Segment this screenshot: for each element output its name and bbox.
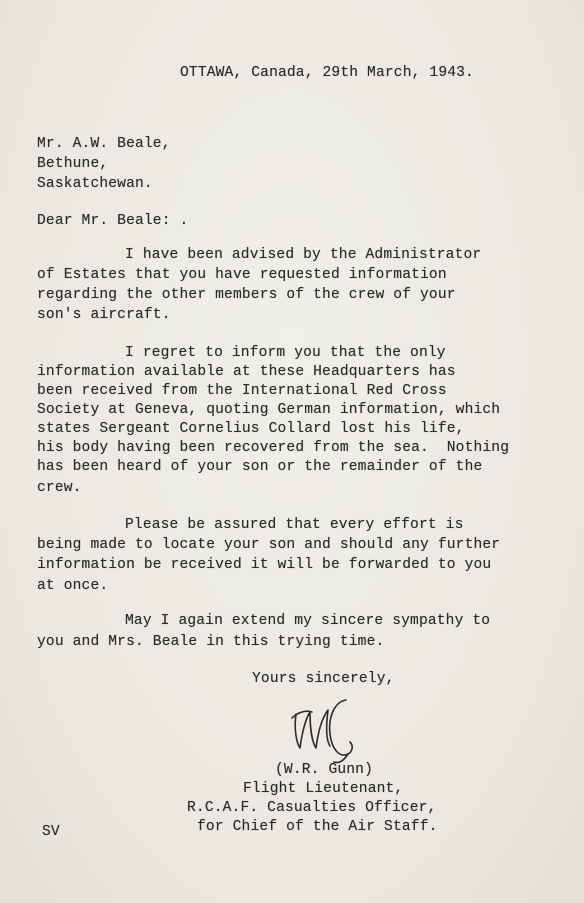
handwritten-signature	[282, 688, 362, 766]
paragraph-2-line: crew.	[37, 480, 82, 496]
paragraph-1-line: son's aircraft.	[37, 307, 171, 323]
dateline: OTTAWA, Canada, 29th March, 1943.	[180, 65, 474, 81]
salutation: Dear Mr. Beale: .	[37, 213, 189, 229]
paragraph-2-line: been received from the International Red Cross	[37, 383, 447, 399]
paragraph-3-line: being made to locate your son and should any further	[37, 537, 501, 553]
paragraph-2-line: I regret to inform you that the only	[125, 345, 446, 361]
paragraph-1-line: I have been advised by the Administrator	[125, 247, 482, 263]
paragraph-2-line: states Sergeant Cornelius Collard lost his life,	[37, 421, 465, 437]
paragraph-1-line: of Estates that you have requested information	[37, 267, 447, 283]
addressee-province: Saskatchewan.	[37, 176, 153, 192]
typist-initials: SV	[42, 824, 60, 840]
paragraph-1-line: regarding the other members of the crew of your	[37, 287, 456, 303]
closing: Yours sincerely,	[252, 671, 395, 687]
signatory-name: (W.R. Gunn)	[275, 762, 373, 778]
addressee-city: Bethune,	[37, 156, 109, 172]
paragraph-3-line: information be received it will be forwarded to you	[37, 557, 492, 573]
signatory-title: R.C.A.F. Casualties Officer,	[187, 800, 437, 816]
paragraph-3-line: at once.	[37, 578, 109, 594]
addressee-name: Mr. A.W. Beale,	[37, 136, 171, 152]
paragraph-2-line: has been heard of your son or the remainder of the	[37, 459, 483, 475]
paragraph-2-line: his body having been recovered from the sea. Nothing	[37, 440, 510, 456]
paragraph-3-line: Please be assured that every effort is	[125, 517, 464, 533]
signatory-on-behalf: for Chief of the Air Staff.	[197, 819, 438, 835]
paragraph-4-line: May I again extend my sincere sympathy to	[125, 613, 491, 629]
signatory-rank: Flight Lieutenant,	[243, 781, 404, 797]
paragraph-4-line: you and Mrs. Beale in this trying time.	[37, 634, 385, 650]
paragraph-2-line: Society at Geneva, quoting German information, which	[37, 402, 501, 418]
paragraph-2-line: information available at these Headquarters has	[37, 364, 456, 380]
